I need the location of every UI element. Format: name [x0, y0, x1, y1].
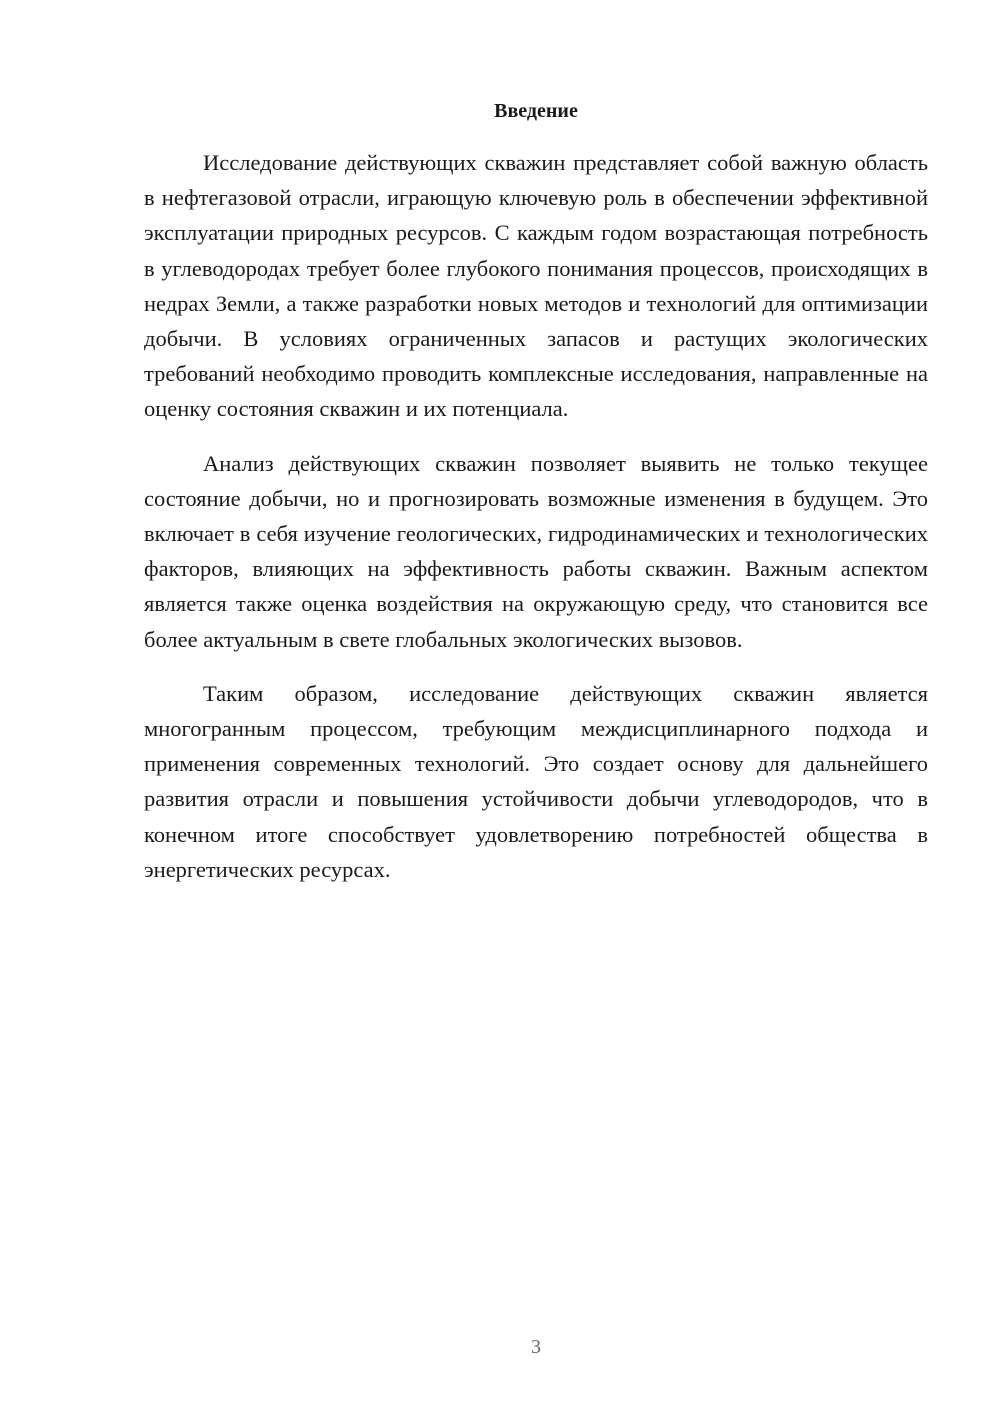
body-text [144, 145, 928, 906]
paragraph-2: Анализ действующих скважин позволяет выявить не только текущее состояние добычи, но и прогнозировать возможные изменения в будущем. Это включает в себя изучение геологических, гидродинамических и технологических факторов, влияющих на эффективность работы скважин. Важным аспектом является также оценка воздействия на окружающую среду, что становится все более актуальным в свете глобальных экологических вызовов. [144, 450, 928, 652]
paragraph-3: Таким образом, исследование действующих скважин является многогранным процессом, требующим междисциплинарного подхода и применения современных технологий. Это создает основу для дальнейшего развития отрасли и повышения устойчивости добычи углеводородов, что в конечном итоге способствует удовлетворению потребностей общества в энергетических ресурсах. [144, 680, 928, 882]
page-number: 3 [531, 1336, 541, 1358]
paragraph-1: Исследование действующих скважин представляет собой важную область в нефтегазовой отрасли, играющую ключевую роль в обеспечении эффективной эксплуатации природных ресурсов. С каждым годом возрастающая потребность в углеводородах требует более глубокого понимания процессов, происходящих в недрах Земли, а также разработки новых методов и технологий для оптимизации добычи. В условиях ограниченных запасов и растущих экологических требований необходимо проводить комплексные исследования, направленные на оценку состояния скважин и их потенциала. [144, 150, 928, 422]
section-heading: Введение [494, 100, 578, 122]
